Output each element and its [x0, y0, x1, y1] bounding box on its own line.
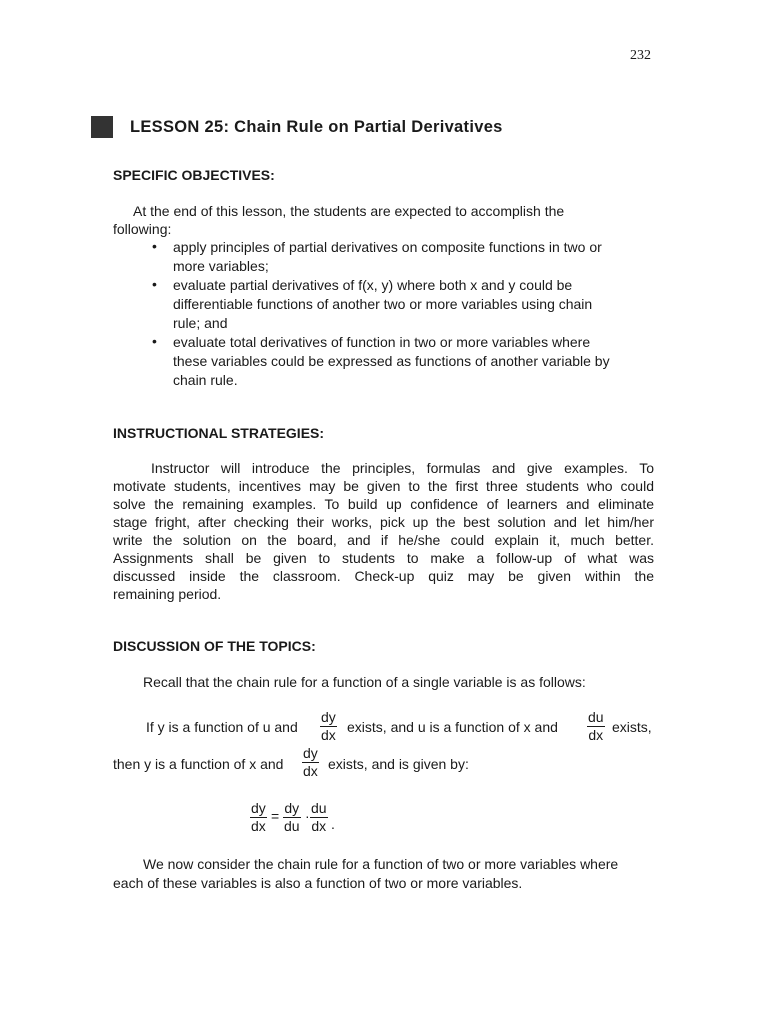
equals-sign: = [271, 808, 280, 824]
strategies-line-2: motivate students, incentives may be given to the first three students who could [113, 478, 654, 494]
objectives-intro-line-1: At the end of this lesson, the students are expected to accomplish the [133, 203, 565, 219]
then-text-1: then y is a function of x and [113, 756, 284, 772]
denominator: dx [311, 818, 327, 834]
bullet-icon: • [152, 276, 157, 292]
denominator: dx [251, 818, 266, 834]
denominator: dx [588, 727, 604, 743]
strategies-line-7: discussed inside the classroom. Check-up quiz may be given within the [113, 568, 654, 584]
strategies-line-4: stage fright, after checking their works, pick up the best solution and let him/her [113, 514, 654, 530]
denominator: dx [321, 727, 336, 743]
bullet-3-line-2: these variables could be expressed as functions of another variable by [173, 353, 610, 369]
denominator: du [284, 818, 300, 834]
objectives-intro-line-2: following: [113, 221, 172, 237]
consider-line-2: each of these variables is also a function of two or more variables. [113, 875, 523, 891]
fraction-du-dx [587, 710, 605, 743]
numerator: dy [251, 800, 266, 816]
fraction-dy-dx [302, 746, 319, 779]
lesson-title: LESSON 25: Chain Rule on Partial Derivatives [130, 118, 503, 136]
if-text-2: exists, and u is a function of x and [347, 719, 558, 735]
strategies-line-6: Assignments shall be given to students to make a follow-up of what was [113, 550, 654, 566]
numerator: dy [303, 745, 318, 761]
fraction-dy-dx [250, 801, 267, 834]
if-text-3: exists, [612, 719, 652, 735]
recall-text: Recall that the chain rule for a function of a single variable is as follows: [143, 674, 586, 690]
fraction-dy-du [283, 801, 301, 834]
formula-period: . [331, 816, 335, 832]
bullet-2-line-2: differentiable functions of another two or more variables using chain [173, 296, 593, 312]
bullet-2-line-3: rule; and [173, 315, 228, 331]
bullet-icon: • [152, 238, 157, 254]
denominator: dx [303, 763, 318, 779]
heading-square-icon [91, 116, 113, 138]
strategies-line-1: Instructor will introduce the principles, formulas and give examples. To [151, 460, 654, 476]
objectives-heading: SPECIFIC OBJECTIVES: [113, 167, 275, 183]
strategies-paragraph [113, 459, 654, 603]
bullet-3-line-3: chain rule. [173, 372, 238, 388]
bullet-icon: • [152, 333, 157, 349]
numerator: du [311, 800, 327, 816]
discussion-heading: DISCUSSION OF THE TOPICS: [113, 638, 316, 654]
bullet-2-line-1: evaluate partial derivatives of f(x, y) where both x and y could be [173, 277, 573, 293]
strategies-line-8: remaining period. [113, 586, 222, 602]
bullet-1-line-1: apply principles of partial derivatives on composite functions in two or [173, 239, 602, 255]
fraction-dy-dx [320, 710, 337, 743]
strategies-heading: INSTRUCTIONAL STRATEGIES: [113, 425, 325, 441]
page-number: 232 [630, 48, 651, 63]
bullet-1-line-2: more variables; [173, 258, 269, 274]
numerator: dy [321, 709, 336, 725]
numerator: du [588, 709, 604, 725]
if-text-1: If y is a function of u and [146, 719, 298, 735]
bullet-3-line-1: evaluate total derivatives of function in two or more variables where [173, 334, 591, 350]
consider-line-1: We now consider the chain rule for a function of two or more variables where [143, 856, 619, 872]
then-text-2: exists, and is given by: [328, 756, 469, 772]
strategies-line-5: write the solution on the board, and if he/she could explain it, much better. [113, 532, 654, 548]
numerator: dy [284, 800, 300, 816]
dot-operator: · [305, 808, 310, 824]
fraction-du-dx [310, 801, 328, 834]
strategies-line-3: solve the remaining examples. To build up confidence of learners and eliminate [113, 496, 654, 512]
